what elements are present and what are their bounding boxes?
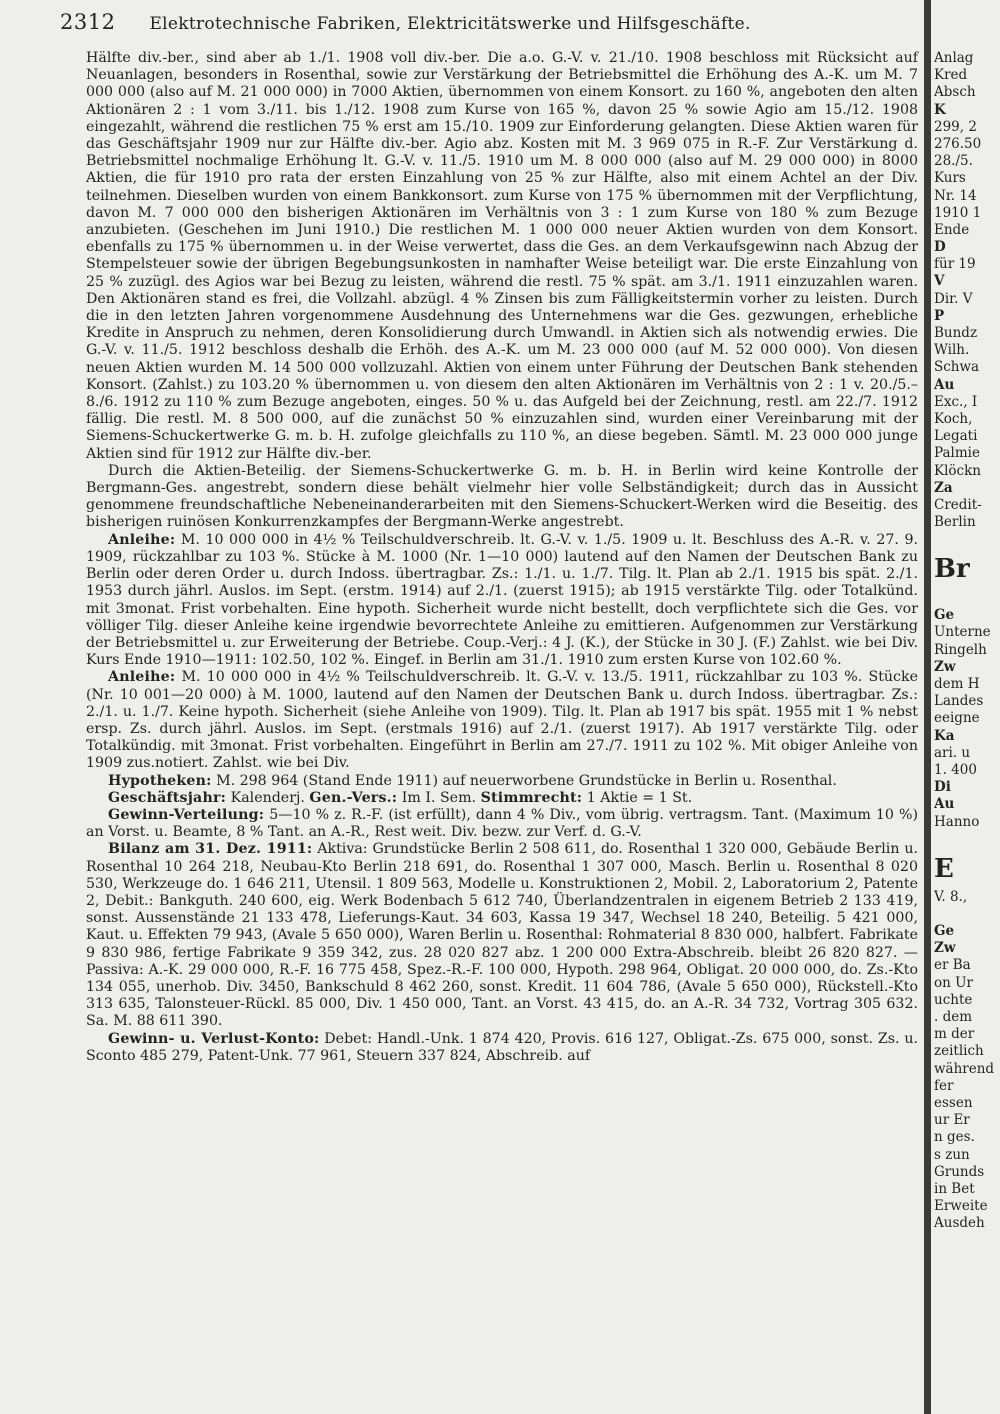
paragraph-mortgages: Hypotheken: M. 298 964 (Stand Ende 1911) auf neuerworbene Grundstücke in Berlin u. Rosenthal. [108,772,837,789]
fragment-line: Ringelh [934,641,987,658]
section-label: Anleihe: [108,531,176,548]
fragment-lines-middle [934,607,1000,830]
fragment-line: 1. 400 [934,761,977,778]
fragment-lines-bottom [934,889,1000,1233]
paragraph-capital-increase: Hälfte div.-ber., sind aber ab 1./1. 1908 voll div.-ber. Die a.o. G.-V. v. 21./10. 1908 beschloss mit Rücksicht auf Neuanlagen, besonders in Rosenthal, sowie zur Verstärkung der Betriebsmittel die Erhöhung des A.-K. um M. 7 000 000 (also auf M. 21 000 000) in 7000 Aktien, übernommen von einem Konsort. zu 160 %, angeboten den alten Aktionären 2 : 1 vom 3./11. bis 1./12. 1908 zum Kurse von 165 %, davon 25 % sowie Agio am 15./12. 1908 eingezahlt, während die restlichen 75 % erst am 15./10. 1909 zur Einforderung gelangten. Diese Aktien waren für das Geschäftsjahr 1909 nur zur Hälfte div.-ber. Agio abz. Kosten mit M. 3 969 075 in R.-F. Zur Verstärkung d. Betriebsmittel nochmalige Erhöhung lt. G.-V. v. 11./5. 1910 um M. 8 000 000 (also auf M. 29 000 000) in 8000 Aktien, die für 1910 pro rata der ersten Einzahlung von 25 % zur Hälfte, also mit einem Achtel an der Div. teilnehmen. Dieselben wurden von einem Bankkonsort. zum Kurse von 175 % übernommen mit der Verpflichtung, davon M. 7 000 000 den bisherigen Aktionären im Verhältnis von 3 : 1 zum Kurse von 180 % zum Bezuge anzubieten. (Geschehen im Juni 1910.) Die restlichen M. 1 000 000 neuer Aktien wurden von dem Konsort. ebenfalls zu 175 % übernommen u. in der Weise verwertet, dass die Ges. an dem Verkaufsgewinn nach Abzug der Stempelsteuer sowie der übrigen Begebungsunkosten in namhafter Weise beteiligt war. Die erste Einzahlung von 25 % zuzügl. des Agios war bei Bezug zu leisten, während die restl. 75 % spät. am 3./1. 1911 einzuzahlen waren. Den Aktionären stand es frei, die Vollzahl. abzügl. 4 % Zinsen bis zum Fälligkeitstermin vorher zu leisten. Durch die in den letzten Jahren vorgenommene Ausdehnung des Unternehmens war die Ges. gezwungen, erhebliche Kredite in Anspruch zu nehmen, deren Konsolidierung durch Umwandl. in Aktien sich als notwendig erwies. Die G.-V. v. 11./5. 1912 beschloss deshalb die Erhöh. des A.-K. um M. 23 000 000 (auf M. 52 000 000). Von diesen neuen Aktien wurden M. 14 500 000 vollzuzahl. Aktien von einem unter Führung der Deutschen Bank stehenden Konsort. (Zahlst.) zu 103.20 % übernommen u. von diesem den alten Aktionären im Verhältnis von 2 : 1 v. 20./5.–8./6. 1912 zu 110 % zum Bezuge angeboten, einges. 50 % u. das Aufgeld bei der Zeichnung, restl. am 22./7. 1912 fällig. Die restl. M. 8 500 000, auf die zunächst 50 % einzuzahlen sind, wurden einer Vereinbarung mit der Siemens-Schuckertwerke G. m. b. H. zufolge gleichfalls zu 110 %, an diese begeben. Sämtl. M. 23 000 000 junge Aktien sind für 1912 zur Hälfte div.-ber. [86,50,918,462]
fragment-line: Ge [934,607,955,624]
paragraph-profit-distribution: Gewinn-Verteilung: 5—10 % z. R.-F. (ist erfüllt), dann 4 % Div., vom übrig. vertragsm. Tant. (Maximum 10 %) an Vorst. u. Beamte, 8 % Tant. an A.-R., Rest weit. Div. bezw. zur Verf. d. G.-V. [86,806,918,841]
section-label: Stimmrecht: [480,789,583,806]
fragment-line: dem H [934,676,980,692]
fragment-line: Exc., I [934,393,978,410]
paragraph-fiscal-year: Geschäftsjahr: Kalenderj. Gen.-Vers.: Im I. Sem. Stimmrecht: 1 Aktie = 1 St. [108,789,693,806]
fragment-line: fer [934,1077,954,1094]
fragment-line: 276.50 [934,135,982,152]
fragment-line: Kred [934,67,968,84]
fragment-line: Unterne [934,624,991,641]
fragment-line: Schwa [934,359,980,376]
fragment-line: Berlin [934,514,976,531]
fragment-line: Wilh. [934,342,970,359]
fragment-line: Klöckn [934,462,981,479]
fragment-line: Hanno [934,813,980,830]
fragment-line: s zun [934,1146,970,1163]
fragment-line: Di [934,779,951,796]
fragment-line: ari. u [934,744,971,761]
fragment-line: m der [934,1026,975,1043]
fragment-line: er Ba [934,957,971,974]
fragment-line: Koch, [934,410,973,427]
fragment-line: Nr. 14 [934,187,977,204]
fragment-line: V. 8., [934,888,968,905]
adjacent-column-fragment [934,50,1000,1414]
fragment-line: für 19 [934,256,976,273]
fragment-line: Dir. V [934,290,973,307]
fragment-line: Bundz [934,325,978,341]
fragment-line: ur Er [934,1112,970,1129]
section-label: Geschäftsjahr: [108,789,227,806]
fragment-line: uchte [934,991,973,1008]
fragment-line: Palmie [934,445,980,462]
column-divider [924,0,931,1414]
section-label: Anleihe: [108,669,176,686]
fragment-line: Landes [934,693,984,710]
section-label: Hypotheken: [108,772,212,789]
page-number: 2312 [60,10,116,34]
fragment-line: Za [934,479,953,496]
fragment-line: Ka [934,727,955,744]
paragraph-profit-loss: Gewinn- u. Verlust-Konto: Debet: Handl.-Unk. 1 874 420, Provis. 616 127, Obligat.-Zs. 675 000, sonst. Zs. u. Sconto 485 279, Patent-Unk. 77 961, Steuern 337 824, Abschreib. auf [86,1030,918,1064]
fragment-line: Absch [934,84,976,101]
fragment-line: V [934,273,945,290]
fragment-line: Au [934,796,955,813]
fragment-line: essen [934,1094,973,1111]
section-label: Gewinn- u. Verlust-Konto: [108,1030,320,1047]
fragment-heading: Br [934,554,970,585]
fragment-line: P [934,307,945,324]
fragment-line: on Ur [934,974,973,991]
fragment-line: Credit- [934,496,982,513]
page-header [60,10,920,40]
fragment-line: Grunds [934,1163,985,1180]
fragment-line: Zw [934,658,956,675]
fragment-line: Zw [934,940,956,957]
section-label: Gewinn-Verteilung: [108,806,265,823]
fragment-lines-top [934,50,1000,531]
fragment-line: . dem [934,1009,973,1025]
fragment-line: Ausdeh [934,1215,985,1232]
fragment-line: 1910 1 [934,204,982,221]
fragment-line: Kurs [934,170,966,187]
fragment-heading-2: E [934,853,954,884]
fragment-line: K [934,101,946,118]
fragment-line: n ges. [934,1129,975,1146]
paragraph-bond-1909: Anleihe: M. 10 000 000 in 4½ % Teilschuldverschreib. lt. G.-V. v. 1./5. 1909 u. lt. Beschluss des A.-R. v. 27. 9. 1909, rückzahlbar zu 103 %. Stücke à M. 1000 (Nr. 1—10 000) lautend auf den Namen der Deutschen Bank zu Berlin oder deren Order u. durch Indoss. übertragbar. Zs.: 1./1. u. 1./7. Tilg. lt. Plan ab 2./1. 1915 bis spät. 2./1. 1953 durch jährl. Auslos. im Sept. (erstm. 1914) auf 2./1. (zuerst 1915); ab 1915 verstärkte Tilg. oder Totalkünd. mit 3monat. Frist vorbehalten. Eine hypoth. Sicherheit wurde nicht bestellt, doch verpflichtete sich die Ges. vor völliger Tilg. dieser Anleihe keine irgendwie bevorrechtete Anleihe zu emittieren. Aufgenommen zur Verstärkung der Betriebsmittel u. zur Erweiterung der Betriebe. Coup.-Verj.: 4 J. (K.), der Stücke in 30 J. (F.) Zahlst. wie bei Div. Kurs Ende 1910—1911: 102.50, 102 %. Eingef. in Berlin am 31./1. 1910 zum ersten Kurse von 102.60 %. [86,531,919,669]
fragment-line: 299, 2 [934,118,977,135]
section-label: Gen.-Vers.: [309,789,398,806]
fragment-line [934,906,1000,923]
fragment-line: zeitlich [934,1043,984,1060]
fragment-line: Erweite [934,1198,988,1215]
paragraph-balance-sheet: Bilanz am 31. Dez. 1911: Aktiva: Grundstücke Berlin 2 508 611, do. Rosenthal 1 320 000, Gebäude Berlin u. Rosenthal 10 264 218, Neubau-Kto Berlin 218 691, do. Rosenthal 1 307 000, Masch. Berlin u. Rosenthal 8 020 530, Werkzeuge do. 1 646 211, Utensil. 1 809 563, Modelle u. Konstruktionen 2, Mobil. 2, Laboratorium 2, Patente 2, Debit.: Bankguth. 240 600, eig. Werk Bodenbach 5 612 740, Überlandzentralen in eigenem Betrieb 2 133 419, sonst. Aussenstände 21 133 478, Lieferungs-Kaut. 34 603, Kassa 19 347, Wechsel 18 240, Beteilig. 5 421 000, Kaut. u. Effekten 79 943, (Avale 5 650 000), Waren Berlin u. Rosenthal: Rohmaterial 8 830 000, halbfert. Fabrikate 9 830 986, fertige Fabrikate 9 359 342, zus. 28 020 827 abz. 1 200 000 Extra-Abschreib. bleibt 26 820 827. — Passiva: A.-K. 29 000 000, R.-F. 16 775 458, Spez.-R.-F. 100 000, Hypoth. 298 964, Obligat. 20 000 000, do. Zs.-Kto 134 055, unerhob. Div. 3450, Bankschuld 8 462 260, sonst. Kredit. 11 604 786, (Avale 5 650 000), Rückstell.-Kto 313 635, Talonsteuer-Rückl. 85 000, Div. 1 450 000, Tant. an Vorst. 43 415, do. an A.-R. 34 732, Vortrag 305 632. Sa. M. 88 611 390. [86,841,918,1030]
section-label: Bilanz am 31. Dez. 1911: [108,841,313,858]
running-title: Elektrotechnische Fabriken, Elektricitätswerke und Hilfsgeschäfte. [149,14,751,34]
fragment-line: während [934,1060,995,1077]
fragment-line: Ende [934,221,970,238]
fragment-line: Legati [934,428,978,445]
fragment-line: Ge [934,923,955,940]
main-column [86,50,918,1065]
fragment-line: Au [934,376,955,393]
fragment-line: Anlag [934,50,974,66]
fragment-line: D [934,239,946,256]
fragment-line: eeigne [934,710,980,727]
paragraph-bond-1911: Anleihe: M. 10 000 000 in 4½ % Teilschuldverschreib. lt. G.-V. v. 13./5. 1911, rückzahlbar zu 103 %. Stücke (Nr. 10 001—20 000) à M. 1000, lautend auf den Namen der Deutschen Bank u. durch Indoss. übertragbar. Zs.: 2./1. u. 1./7. Keine hypoth. Sicherheit (siehe Anleihe von 1909). Tilg. lt. Plan ab 1917 bis spät. 1955 mit 1 % nebst ersp. Zs. durch jährl. Auslos. im Sept. (erstmals 1916) auf 2./1. (zuerst 1917). Ab 1917 verstärkte Tilg. oder Totalkündig. mit 3monat. Frist vorbehalten. Eingeführt in Berlin am 27./7. 1911 zu 102 %. Mit obiger Anleihe von 1909 zus.notiert. Zahlst. wie bei Div. [86,669,918,772]
fragment-line: 28./5. [934,153,973,170]
fragment-line: in Bet [934,1180,975,1197]
paragraph-siemens-participation: Durch die Aktien-Beteilig. der Siemens-Schuckertwerke G. m. b. H. in Berlin wird keine Kontrolle der Bergmann-Ges. angestrebt, sondern diese behält vielmehr hier volle Selbständigkeit; durch das in Aussicht genommene freundschaftliche Nebeneinanderarbeiten mit den Siemens-Schuckert-Werken wird die Beseitig. des bisherigen ruinösen Konkurrenzkampfes der Bergmann-Werke angestrebt. [86,462,918,531]
